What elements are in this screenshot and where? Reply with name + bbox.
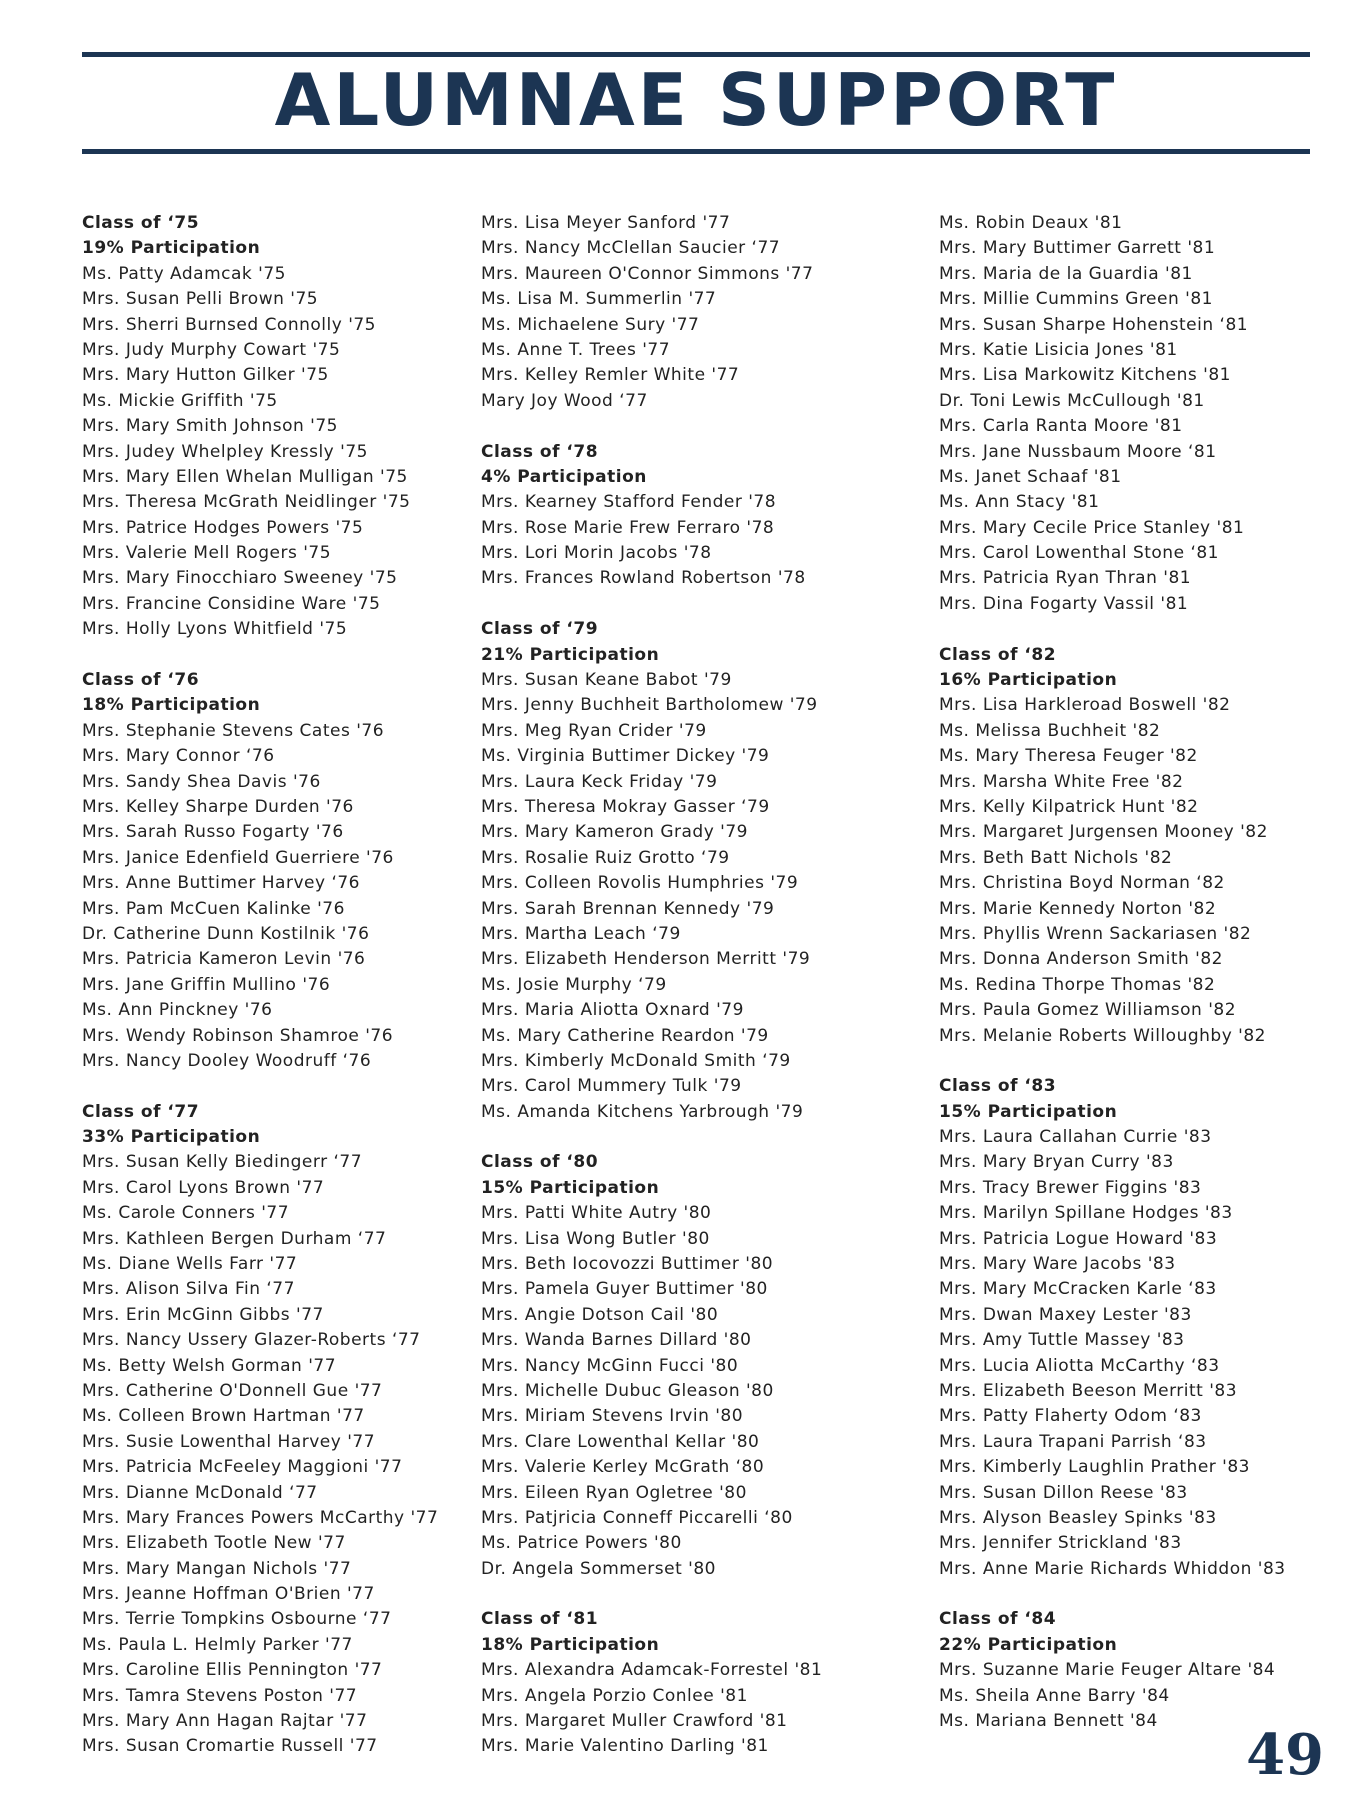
alumna-name: Mrs. Angie Dotson Cail '80: [481, 1304, 719, 1325]
alumna-name: Mrs. Nancy Ussery Glazer-Roberts ‘77: [82, 1330, 421, 1351]
alumna-name: Mrs. Eileen Ryan Ogletree '80: [481, 1482, 747, 1503]
alumna-name: Ms. Betty Welsh Gorman '77: [82, 1355, 337, 1376]
alumna-name: Mrs. Mary McCracken Karle ‘83: [939, 1279, 1217, 1300]
alumna-name: Mrs. Lisa Meyer Sanford '77: [481, 213, 731, 233]
alumna-name: Ms. Anne T. Trees '77: [481, 339, 671, 360]
alumna-name: Ms. Colleen Brown Hartman '77: [82, 1406, 365, 1427]
alumna-name: Mrs. Jeanne Hoffman O'Brien '77: [82, 1584, 375, 1605]
alumna-name: Mary Joy Wood ‘77: [481, 390, 648, 411]
alumna-name: Mrs. Susie Lowenthal Harvey '77: [82, 1431, 376, 1452]
alumna-name: Mrs. Kearney Stafford Fender '78: [481, 492, 777, 513]
alumna-name: Mrs. Mary Finocchiaro Sweeney '75: [82, 568, 398, 589]
column-2: [481, 211, 901, 1760]
alumna-name: Mrs. Martha Leach ‘79: [481, 923, 681, 944]
alumna-name: Mrs. Maureen O'Connor Simmons '77: [481, 263, 814, 284]
alumna-name: Ms. Melissa Buchheit '82: [939, 720, 1161, 741]
alumna-name: Mrs. Francine Considine Ware '75: [82, 593, 381, 614]
alumna-name: Mrs. Melanie Roberts Willoughby '82: [939, 1025, 1266, 1046]
alumna-name: Mrs. Marie Valentino Darling '81: [481, 1736, 769, 1757]
alumna-name: Ms. Mariana Bennett '84: [939, 1711, 1158, 1732]
alumna-name: Mrs. Suzanne Marie Feuger Altare '84: [939, 1660, 1276, 1681]
alumna-name: Mrs. Lori Morin Jacobs '78: [481, 543, 712, 564]
alumna-name: Mrs. Susan Pelli Brown '75: [82, 289, 319, 310]
alumna-name: Mrs. Patty Flaherty Odom ‘83: [939, 1406, 1202, 1427]
alumna-name: Mrs. Judy Murphy Cowart '75: [82, 339, 341, 360]
alumna-name: Ms. Lisa M. Summerlin '77: [481, 289, 717, 310]
alumna-name: Mrs. Jenny Buchheit Bartholomew '79: [481, 695, 818, 716]
alumna-name: Mrs. Patjricia Conneff Piccarelli ‘80: [481, 1507, 793, 1528]
alumna-name: Mrs. Rosalie Ruiz Grotto ‘79: [481, 847, 730, 868]
alumna-name: Mrs. Susan Dillon Reese '83: [939, 1482, 1188, 1503]
alumna-name: Ms. Redina Thorpe Thomas '82: [939, 974, 1216, 995]
alumna-name: Mrs. Nancy McClellan Saucier ‘77: [481, 238, 781, 259]
alumna-name: Mrs. Susan Cromartie Russell '77: [82, 1736, 378, 1757]
class-heading: Class of ‘76: [82, 670, 200, 691]
class-heading: Class of ‘77: [82, 1101, 200, 1122]
alumna-name: Mrs. Elizabeth Henderson Merritt '79: [481, 949, 811, 970]
class-heading: Class of ‘79: [481, 619, 599, 640]
alumna-name: Mrs. Sarah Brennan Kennedy '79: [481, 898, 775, 919]
alumna-name: Mrs. Anne Marie Richards Whiddon '83: [939, 1558, 1286, 1579]
alumna-name: Ms. Robin Deaux '81: [939, 213, 1123, 233]
alumna-name: Mrs. Terrie Tompkins Osbourne ‘77: [82, 1609, 392, 1630]
alumna-name: Ms. Mickie Griffith '75: [82, 390, 278, 411]
alumna-name: Mrs. Alison Silva Fin ‘77: [82, 1279, 295, 1300]
alumna-name: Mrs. Sherri Burnsed Connolly '75: [82, 314, 377, 335]
alumna-name: Mrs. Kimberly McDonald Smith ‘79: [481, 1050, 791, 1071]
alumna-name: Mrs. Colleen Rovolis Humphries '79: [481, 873, 799, 894]
alumna-name: Dr. Toni Lewis McCullough '81: [939, 390, 1205, 411]
alumna-name: Ms. Patty Adamcak '75: [82, 263, 286, 284]
alumna-name: Mrs. Carla Ranta Moore '81: [939, 416, 1183, 437]
participation-rate: 4% Participation: [481, 466, 647, 487]
participation-rate: 18% Participation: [481, 1634, 660, 1655]
alumna-name: Ms. Janet Schaaf '81: [939, 466, 1122, 487]
page-title: ALUMNAE SUPPORT: [274, 58, 1118, 142]
alumna-name: Mrs. Millie Cummins Green '81: [939, 289, 1213, 310]
participation-rate: 15% Participation: [939, 1101, 1118, 1122]
section-gap: [82, 643, 502, 668]
alumna-name: Mrs. Kelly Kilpatrick Hunt '82: [939, 796, 1199, 817]
alumna-name: Mrs. Patricia Ryan Thran '81: [939, 568, 1192, 589]
alumna-name: Mrs. Anne Buttimer Harvey ‘76: [82, 873, 360, 894]
alumna-name: Mrs. Dianne McDonald ‘77: [82, 1482, 318, 1503]
alumna-name: Mrs. Maria de la Guardia '81: [939, 263, 1193, 284]
alumna-name: Mrs. Patricia McFeeley Maggioni '77: [82, 1457, 403, 1478]
alumna-name: Mrs. Mary Hutton Gilker '75: [82, 365, 329, 386]
alumna-name: Mrs. Patricia Logue Howard '83: [939, 1228, 1218, 1249]
participation-rate: 22% Participation: [939, 1634, 1118, 1655]
alumna-name: Mrs. Dwan Maxey Lester '83: [939, 1304, 1192, 1325]
alumna-name: Mrs. Mary Cecile Price Stanley '81: [939, 517, 1245, 538]
alumna-name: Mrs. Phyllis Wrenn Sackariasen '82: [939, 923, 1252, 944]
participation-rate: 15% Participation: [481, 1177, 660, 1198]
alumna-name: Mrs. Carol Mummery Tulk '79: [481, 1076, 742, 1097]
alumna-name: Mrs. Alyson Beasley Spinks '83: [939, 1507, 1217, 1528]
class-heading: Class of ‘81: [481, 1609, 599, 1630]
participation-rate: 19% Participation: [82, 238, 261, 259]
column-1: [82, 211, 502, 1760]
alumna-name: Mrs. Tamra Stevens Poston '77: [82, 1685, 358, 1706]
participation-rate: 21% Participation: [481, 644, 660, 665]
participation-rate: 33% Participation: [82, 1127, 261, 1148]
participation-rate: 16% Participation: [939, 670, 1118, 691]
alumna-name: Mrs. Kathleen Bergen Durham ‘77: [82, 1228, 387, 1249]
alumna-name: Ms. Sheila Anne Barry '84: [939, 1685, 1170, 1706]
alumna-name: Mrs. Lisa Markowitz Kitchens '81: [939, 365, 1231, 386]
alumna-name: Mrs. Miriam Stevens Irvin '80: [481, 1406, 744, 1427]
alumna-name: Ms. Amanda Kitchens Yarbrough '79: [481, 1101, 804, 1122]
alumna-name: Mrs. Jennifer Strickland '83: [939, 1533, 1182, 1554]
alumna-name: Mrs. Angela Porzio Conlee '81: [481, 1685, 748, 1706]
alumna-name: Mrs. Lisa Harkleroad Boswell '82: [939, 695, 1231, 716]
alumna-name: Mrs. Christina Boyd Norman ‘82: [939, 873, 1225, 894]
alumna-name: Mrs. Mary Mangan Nichols '77: [82, 1558, 352, 1579]
column-3: [939, 211, 1350, 1734]
alumna-name: Mrs. Dina Fogarty Vassil '81: [939, 593, 1189, 614]
alumna-name: Mrs. Susan Kelly Biedingerr ‘77: [82, 1152, 363, 1173]
alumna-name: Mrs. Mary Bryan Curry '83: [939, 1152, 1174, 1173]
alumna-name: Mrs. Maria Aliotta Oxnard '79: [481, 1000, 744, 1021]
section-gap: [481, 592, 901, 617]
alumna-name: Ms. Mary Catherine Reardon '79: [481, 1025, 769, 1046]
alumna-name: Mrs. Jane Nussbaum Moore ‘81: [939, 441, 1217, 462]
alumna-name: Mrs. Meg Ryan Crider '79: [481, 720, 707, 741]
alumna-name: Mrs. Marsha White Free '82: [939, 771, 1184, 792]
bottom-rule: [82, 149, 1310, 154]
section-gap: [481, 414, 901, 439]
alumna-name: Mrs. Holly Lyons Whitfield '75: [82, 619, 348, 640]
alumna-name: Mrs. Laura Callahan Currie '83: [939, 1127, 1212, 1148]
alumna-name: Mrs. Wanda Barnes Dillard '80: [481, 1330, 752, 1351]
alumna-name: Mrs. Kimberly Laughlin Prather '83: [939, 1457, 1250, 1478]
alumna-name: Mrs. Theresa McGrath Neidlinger '75: [82, 492, 411, 513]
alumna-name: Mrs. Patti White Autry '80: [481, 1203, 712, 1224]
alumna-name: Ms. Paula L. Helmly Parker '77: [82, 1634, 353, 1655]
alumna-name: Mrs. Valerie Mell Rogers '75: [82, 543, 332, 564]
alumna-name: Mrs. Janice Edenfield Guerriere '76: [82, 847, 394, 868]
alumna-name: Mrs. Laura Keck Friday '79: [481, 771, 718, 792]
alumna-name: Mrs. Valerie Kerley McGrath ‘80: [481, 1457, 765, 1478]
alumna-name: Mrs. Alexandra Adamcak-Forrestel '81: [481, 1660, 823, 1681]
alumna-name: Mrs. Caroline Ellis Pennington '77: [82, 1660, 383, 1681]
alumna-name: Mrs. Sandy Shea Davis '76: [82, 771, 321, 792]
page-number: 49: [1246, 1722, 1324, 1788]
class-heading: Class of ‘82: [939, 644, 1057, 665]
alumna-name: Ms. Josie Murphy ‘79: [481, 974, 667, 995]
alumna-name: Mrs. Susan Sharpe Hohenstein ‘81: [939, 314, 1249, 335]
alumna-name: Mrs. Mary Frances Powers McCarthy '77: [82, 1507, 439, 1528]
alumna-name: Mrs. Susan Keane Babot '79: [481, 670, 732, 691]
section-gap: [481, 1125, 901, 1150]
alumna-name: Mrs. Mary Buttimer Garrett '81: [939, 238, 1216, 259]
section-gap: [82, 1074, 502, 1099]
alumna-name: Mrs. Marie Kennedy Norton '82: [939, 898, 1217, 919]
alumna-name: Mrs. Laura Trapani Parrish ‘83: [939, 1431, 1207, 1452]
alumna-name: Mrs. Mary Ellen Whelan Mulligan '75: [82, 466, 408, 487]
alumna-name: Mrs. Jane Griffin Mullino '76: [82, 974, 331, 995]
alumna-name: Mrs. Donna Anderson Smith '82: [939, 949, 1223, 970]
alumna-name: Mrs. Pamela Guyer Buttimer '80: [481, 1279, 768, 1300]
alumna-name: Mrs. Katie Lisicia Jones '81: [939, 339, 1178, 360]
alumna-name: Mrs. Nancy Dooley Woodruff ‘76: [82, 1050, 372, 1071]
alumna-name: Mrs. Judey Whelpley Kressly '75: [82, 441, 368, 462]
participation-rate: 18% Participation: [82, 695, 261, 716]
alumna-name: Mrs. Wendy Robinson Shamroe '76: [82, 1025, 394, 1046]
class-heading: Class of ‘80: [481, 1152, 599, 1173]
section-gap: [481, 1582, 901, 1607]
alumna-name: Mrs. Elizabeth Beeson Merritt '83: [939, 1380, 1238, 1401]
alumna-name: Mrs. Mary Ann Hagan Rajtar '77: [82, 1711, 368, 1732]
alumna-name: Mrs. Mary Ware Jacobs '83: [939, 1254, 1176, 1275]
class-heading: Class of ‘83: [939, 1076, 1057, 1097]
alumna-name: Mrs. Lucia Aliotta McCarthy ‘83: [939, 1355, 1220, 1376]
alumna-name: Mrs. Erin McGinn Gibbs '77: [82, 1304, 324, 1325]
alumna-name: Dr. Catherine Dunn Kostilnik '76: [82, 923, 370, 944]
alumna-name: Mrs. Marilyn Spillane Hodges '83: [939, 1203, 1233, 1224]
alumna-name: Mrs. Lisa Wong Butler '80: [481, 1228, 710, 1249]
alumna-name: Mrs. Clare Lowenthal Kellar '80: [481, 1431, 760, 1452]
alumna-name: Mrs. Catherine O'Donnell Gue '77: [82, 1380, 383, 1401]
alumna-name: Mrs. Amy Tuttle Massey '83: [939, 1330, 1185, 1351]
alumna-name: Mrs. Paula Gomez Williamson '82: [939, 1000, 1237, 1021]
alumna-name: Ms. Carole Conners '77: [82, 1203, 290, 1224]
alumna-name: Mrs. Theresa Mokray Gasser ‘79: [481, 796, 770, 817]
section-gap: [939, 1049, 1350, 1074]
alumna-name: Mrs. Margaret Jurgensen Mooney '82: [939, 822, 1268, 843]
alumna-name: Ms. Mary Theresa Feuger '82: [939, 746, 1198, 767]
alumna-name: Mrs. Sarah Russo Fogarty '76: [82, 822, 344, 843]
alumna-name: Ms. Ann Pinckney '76: [82, 1000, 273, 1021]
alumna-name: Mrs. Carol Lyons Brown '77: [82, 1177, 325, 1198]
alumna-name: Ms. Diane Wells Farr '77: [82, 1254, 298, 1275]
alumna-name: Ms. Patrice Powers '80: [481, 1533, 682, 1554]
section-gap: [939, 617, 1350, 642]
alumna-name: Mrs. Carol Lowenthal Stone ‘81: [939, 543, 1219, 564]
class-heading: Class of ‘84: [939, 1609, 1057, 1630]
alumna-name: Mrs. Tracy Brewer Figgins '83: [939, 1177, 1202, 1198]
class-heading: Class of ‘75: [82, 213, 200, 233]
alumna-name: Ms. Ann Stacy '81: [939, 492, 1100, 513]
alumna-name: Mrs. Beth Batt Nichols '82: [939, 847, 1173, 868]
alumna-name: Mrs. Margaret Muller Crawford '81: [481, 1711, 788, 1732]
alumna-name: Mrs. Stephanie Stevens Cates '76: [82, 720, 385, 741]
alumna-name: Mrs. Michelle Dubuc Gleason '80: [481, 1380, 774, 1401]
alumna-name: Ms. Michaelene Sury '77: [481, 314, 700, 335]
alumna-name: Ms. Virginia Buttimer Dickey '79: [481, 746, 770, 767]
alumna-name: Mrs. Mary Connor ‘76: [82, 746, 275, 767]
alumna-name: Mrs. Elizabeth Tootle New '77: [82, 1533, 346, 1554]
alumna-name: Mrs. Beth Iocovozzi Buttimer '80: [481, 1254, 774, 1275]
alumna-name: Mrs. Patricia Kameron Levin '76: [82, 949, 366, 970]
alumna-name: Mrs. Kelley Sharpe Durden '76: [82, 796, 354, 817]
alumna-name: Mrs. Frances Rowland Robertson '78: [481, 568, 806, 589]
alumna-name: Mrs. Mary Smith Johnson '75: [82, 416, 338, 437]
alumna-name: Mrs. Nancy McGinn Fucci '80: [481, 1355, 739, 1376]
class-heading: Class of ‘78: [481, 441, 599, 462]
alumna-name: Mrs. Rose Marie Frew Ferraro '78: [481, 517, 775, 538]
alumna-name: Mrs. Kelley Remler White '77: [481, 365, 740, 386]
alumna-name: Mrs. Mary Kameron Grady '79: [481, 822, 748, 843]
alumna-name: Mrs. Patrice Hodges Powers '75: [82, 517, 364, 538]
section-gap: [939, 1582, 1350, 1607]
alumna-name: Mrs. Pam McCuen Kalinke '76: [82, 898, 345, 919]
alumna-name: Dr. Angela Sommerset '80: [481, 1558, 716, 1579]
